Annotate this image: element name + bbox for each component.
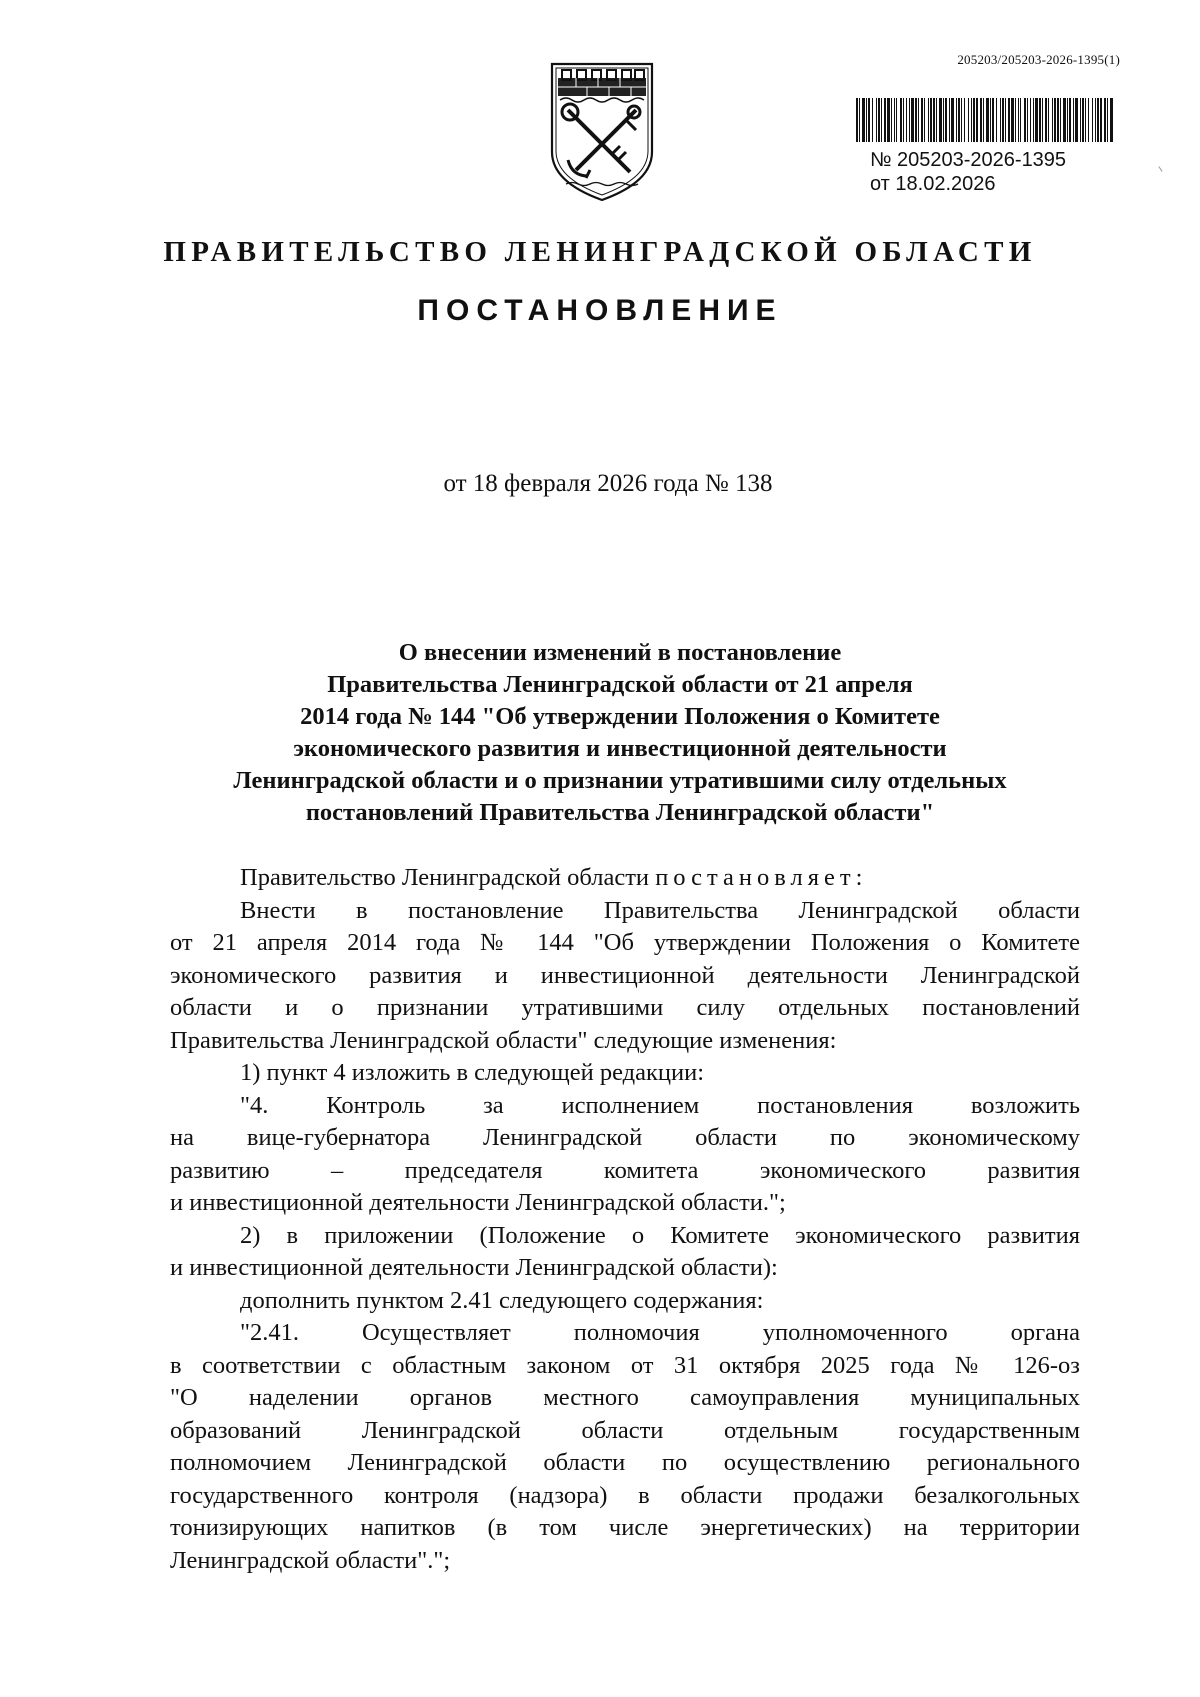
barcode-bar [971,98,972,142]
barcode-bar [856,98,858,142]
barcode-bar [933,98,935,142]
barcode-bar [1008,98,1010,142]
barcode-bar [884,98,886,142]
barcode-bar [1011,98,1014,142]
body-line: Правительства Ленинградской области" следующие изменения: [170,1026,837,1054]
barcode-bar [1092,98,1093,142]
document-type: ПОСТАНОВЛЕНИЕ [417,294,783,327]
barcode-bar [918,98,919,142]
barcode-bar [862,98,865,142]
body-line: от 21 апреля 2014 года № 144 "Об утверждении Положения о Комитете [170,929,1080,956]
barcode-bar [1048,98,1049,142]
body-line: развитию – председателя комитета экономического развития [170,1156,1080,1184]
barcode-bar [1030,98,1031,142]
barcode-bar [956,98,957,142]
barcode-bar [1063,98,1066,142]
barcode-bar [1002,98,1004,142]
barcode-bar [1005,98,1006,142]
barcode-bar [1035,98,1038,142]
document-code: 205203/205203-2026-1395(1) [957,52,1120,67]
body-line: Внести в постановление Правительства Ленинградской области [240,896,1080,924]
barcode-bar [976,98,978,142]
body-line: тонизирующих напитков (в том числе энергетических) на территории [170,1514,1080,1541]
heading-line: экономического развития и инвестиционной деятельности [293,735,947,762]
barcode-bar [1042,98,1043,142]
heading-line: постановлений Правительства Ленинградской области" [305,799,935,826]
barcode-bar [936,98,937,142]
barcode-bar [973,98,975,142]
barcode-bar [949,98,950,142]
barcode-bar [1057,98,1059,142]
barcode-bar [996,98,997,142]
barcode-bar [986,98,989,142]
barcode-bar [928,98,929,142]
body-line: в соответствии с областным законом от 31 октября 2025 года № 126-оз [170,1351,1080,1379]
barcode-bar [1082,98,1084,142]
barcode-bar [945,98,947,142]
barcode-bar [980,98,982,142]
barcode-bar [1075,98,1078,142]
barcode-bar [1054,98,1056,142]
organization-title: ПРАВИТЕЛЬСТВО ЛЕНИНГРАДСКОЙ ОБЛАСТИ [163,236,1037,268]
barcode-bar [1039,98,1041,142]
barcode-bar [894,98,895,142]
barcode-bar [896,98,897,142]
barcode-bar [992,98,994,142]
barcode-bar [968,98,969,142]
barcode-bar [900,98,902,142]
body-line: области и о признании утратившими силу отдельных постановлений [170,994,1080,1021]
heading-line: О внесении изменений в постановление [398,639,842,666]
registration-number: № 205203-2026-1395 [870,149,1067,171]
barcode-bar [1067,98,1068,142]
barcode-bar [1107,98,1108,142]
body-line: образований Ленинградской области отдельным государственным [170,1416,1080,1444]
barcode-bar [961,98,962,142]
heading-line: Правительства Ленинградской области от 21 апреля [327,671,913,698]
body-line: "4. Контроль за исполнением постановления возложить [240,1091,1080,1119]
barcode-bar [1033,98,1034,142]
body-line: экономического развития и инвестиционной деятельности Ленинградской [170,961,1080,989]
barcode-bar [866,98,867,142]
registration-date: от 18.02.2026 [870,173,996,195]
barcode-bar [881,98,882,142]
barcode-bar [1045,98,1047,142]
barcode-bar [1100,98,1102,142]
heading-line: Ленинградской области и о признании утратившими силу отдельных [233,767,1007,794]
body-line: и инвестиционной деятельности Ленинградской области): [170,1254,778,1281]
barcode-bar [1024,98,1026,142]
body-line: полномочием Ленинградской области по осуществлению регионального [170,1449,1080,1476]
barcode-bar [939,98,942,142]
barcode-bar [1097,98,1099,142]
barcode-bar [903,98,904,142]
barcode-bar [1073,98,1074,142]
barcode-bar [1095,98,1096,142]
body-line: дополнить пунктом 2.41 следующего содержания: [240,1286,764,1314]
barcode-bar [868,98,870,142]
resolution-heading [170,637,1070,829]
barcode-bar [1085,98,1086,142]
barcode-bar [872,98,873,142]
barcode-bar [1060,98,1061,142]
barcode-bar [1027,98,1028,142]
barcode-bar [1110,98,1113,142]
barcode-bar [887,98,890,142]
body-line: "2.41. Осуществляет полномочия уполномоченного органа [240,1319,1080,1346]
registration-block [870,148,1066,196]
barcode-bar [983,98,984,142]
barcode-bar [1020,98,1021,142]
barcode-bar [921,98,923,142]
barcode-bar [930,98,932,142]
resolution-body [170,862,1080,1577]
body-line: 1) пункт 4 изложить в следующей редакции: [240,1059,705,1086]
body-line [170,862,1080,895]
body-line: 2) в приложении (Положение о Комитете экономического развития [240,1221,1080,1249]
barcode-bar [924,98,925,142]
body-line: и инвестиционной деятельности Ленинградской области."; [170,1189,786,1216]
decree-intro: Правительство Ленинградской области [240,864,650,891]
body-line: Ленинградской области"."; [170,1546,451,1574]
barcode-bar [859,98,860,142]
barcode-bar [951,98,954,142]
barcode-bar [1104,98,1106,142]
barcode-icon [854,98,1114,142]
barcode-bar [906,98,907,142]
barcode-bar [964,98,965,142]
barcode-bar [909,98,910,142]
barcode-bar [915,98,917,142]
heading-line: 2014 года № 144 "Об утверждении Положения о Комитете [300,703,940,730]
barcode-bar [1052,98,1053,142]
barcode-bar [891,98,892,142]
barcode-bar [1080,98,1081,142]
barcode-bar [1088,98,1089,142]
barcode-bar [958,98,960,142]
barcode-bar [911,98,914,142]
body-line: "О наделении органов местного самоуправления муниципальных [170,1384,1080,1411]
barcode-bar [1000,98,1001,142]
body-line: государственного контроля (надзора) в области продажи безалкогольных [170,1481,1080,1509]
barcode-bar [878,98,880,142]
barcode-bar [990,98,991,142]
body-line: на вице-губернатора Ленинградской области по экономическому [170,1124,1080,1151]
decree-verb: постановляет: [655,864,868,891]
barcode-bar [1018,98,1019,142]
barcode-bar [1069,98,1071,142]
barcode-bar [876,98,877,142]
document-date-number: от 18 февраля 2026 года № 138 [443,470,773,497]
coat-of-arms-icon [546,60,658,202]
barcode-bar [1015,98,1016,142]
barcode-bar [943,98,944,142]
scan-speck [1158,166,1162,171]
